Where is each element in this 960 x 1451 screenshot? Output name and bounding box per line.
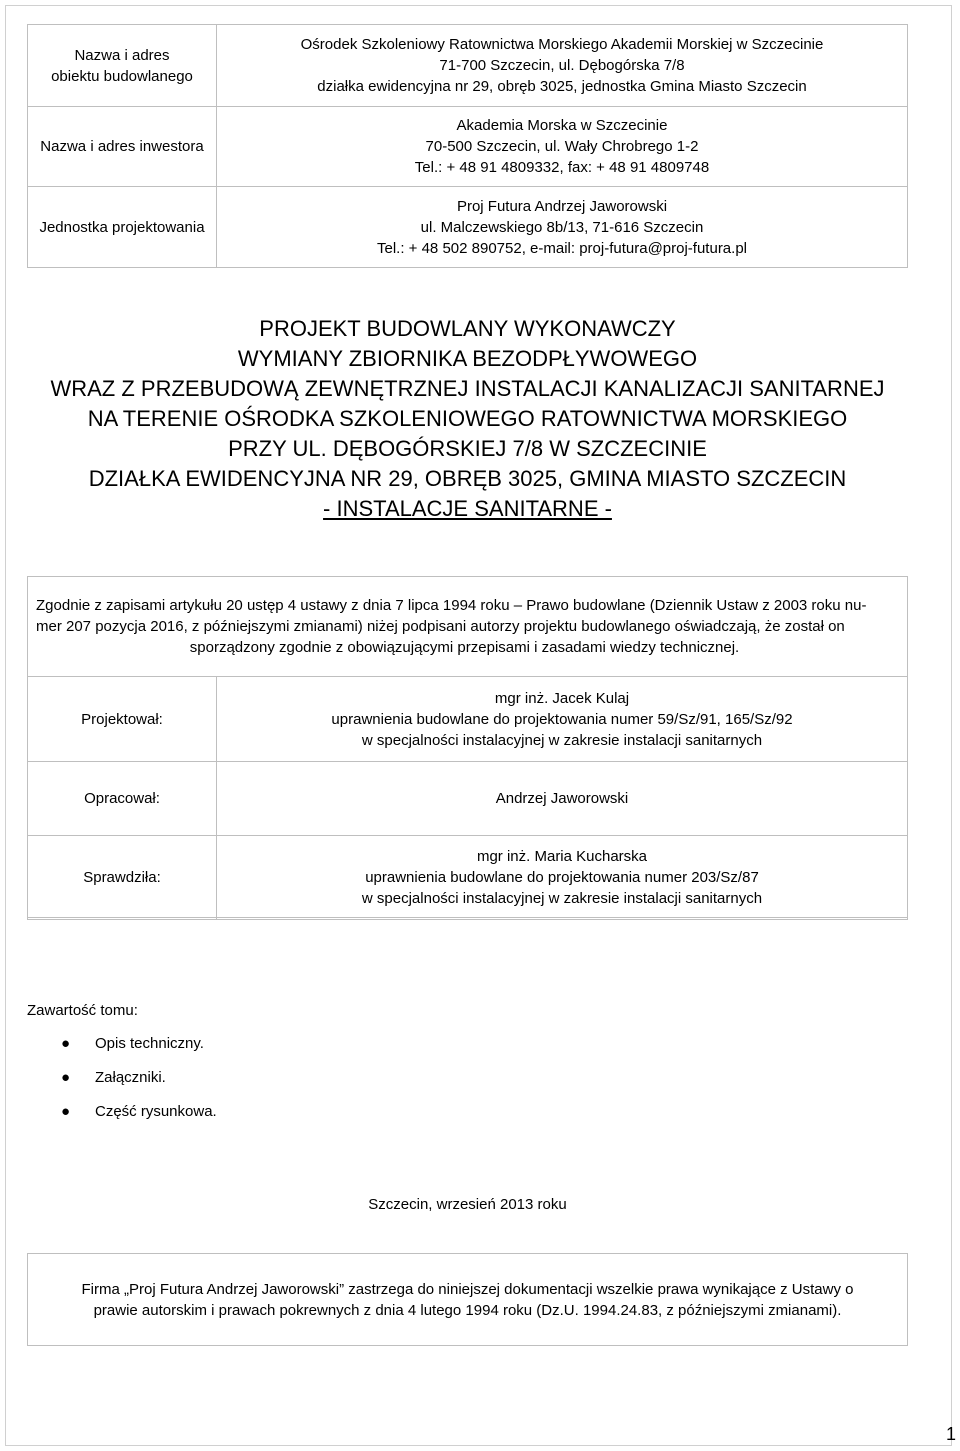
signature-details: mgr inż. Maria Kucharska uprawnienia budowlane do projektowania numer 203/Sz/87 w specjalności instalacyjnej w zakresie instalacji sanitarnych [217,836,908,920]
signatures-table [27,676,908,920]
title-line: NA TERENIE OŚRODKA SZKOLENIOWEGO RATOWNICTWA MORSKIEGO [87,406,848,431]
signature-row [28,836,908,920]
signature-details: Andrzej Jaworowski [217,762,908,836]
place-and-date: Szczecin, wrzesień 2013 roku [368,1196,567,1213]
page-number: 1 [946,1424,957,1444]
title-subtitle: - INSTALACJE SANITARNE - [323,496,612,521]
header-value-designer: Proj Futura Andrzej Jaworowski ul. Malczewskiego 8b/13, 71-616 Szczecin Tel.: + 48 502 890752, e-mail: proj-futura@proj-futura.pl [217,187,908,268]
title-line: PROJEKT BUDOWLANY WYKONAWCZY [259,316,676,341]
signature-role: Projektował: [28,677,217,762]
header-value-investor: Akademia Morska w Szczecinie 70-500 Szczecin, ul. Wały Chrobrego 1-2 Tel.: + 48 91 4809332, fax: + 48 91 4809748 [217,107,908,187]
signature-details: mgr inż. Jacek Kulaj uprawnienia budowlane do projektowania numer 59/Sz/91, 165/Sz/92 w specjalności instalacyjnej w zakresie instalacji sanitarnych [217,677,908,762]
title-line: WRAZ Z PRZEBUDOWĄ ZEWNĘTRZNEJ INSTALACJI KANALIZACJI SANITARNEJ [50,376,885,401]
title-line: PRZY UL. DĘBOGÓRSKIEJ 7/8 W SZCZECINIE [228,436,707,461]
header-value-object: Ośrodek Szkoleniowy Ratownictwa Morskiego Akademii Morskiej w Szczecinie 71-700 Szczecin, ul. Dębogórska 7/8 działka ewidencyjna nr 29, obręb 3025, jednostka Gmina Miasto Szczecin [217,25,908,107]
header-row-object [28,25,908,107]
signature-row [28,677,908,762]
document-title [20,314,915,524]
bullet-icon: ● [61,1103,71,1120]
header-label-investor: Nazwa i adres inwestora [28,107,217,187]
copyright-notice: Firma „Proj Futura Andrzej Jaworowski” zastrzega do niniejszej dokumentacji wszelkie prawa wynikające z Ustawy o prawie autorskim i prawach pokrewnych z dnia 4 lutego 1994 roku (Dz.U. 1994.24.83, z późniejszymi zmianami). [27,1253,908,1346]
declaration-text: Zgodnie z zapisami artykułu 20 ustęp 4 ustawy z dnia 7 lipca 1994 roku – Prawo budowlane (Dziennik Ustaw z 2003 roku nu- mer 207 pozycja 2016, z późniejszymi zmianami) niżej podpisani autorzy projektu budowlanego oświadczają, że został on sporządzony zgodnie z obowiązującymi przepisami i zasadami wiedzy technicznej. [36,597,867,656]
list-item: Opis techniczny. [95,1035,204,1052]
list-item: Załączniki. [95,1069,166,1086]
header-label-designer: Jednostka projektowania [28,187,217,268]
title-line: WYMIANY ZBIORNIKA BEZODPŁYWOWEGO [237,346,698,371]
contents-heading: Zawartość tomu: [27,1002,138,1019]
title-line: DZIAŁKA EWIDENCYJNA NR 29, OBRĘB 3025, GMINA MIASTO SZCZECIN [88,466,847,491]
bullet-icon: ● [61,1069,71,1086]
project-header-table [27,24,908,268]
volume-contents [27,1000,217,1120]
header-row-designer [28,187,908,268]
header-label-object: Nazwa i adres obiektu budowlanego [28,25,217,107]
signature-role: Sprawdziła: [28,836,217,920]
signature-role: Opracował: [28,762,217,836]
signature-row [28,762,908,836]
bullet-icon: ● [61,1035,71,1052]
list-item: Część rysunkowa. [95,1103,217,1120]
header-row-investor [28,107,908,187]
